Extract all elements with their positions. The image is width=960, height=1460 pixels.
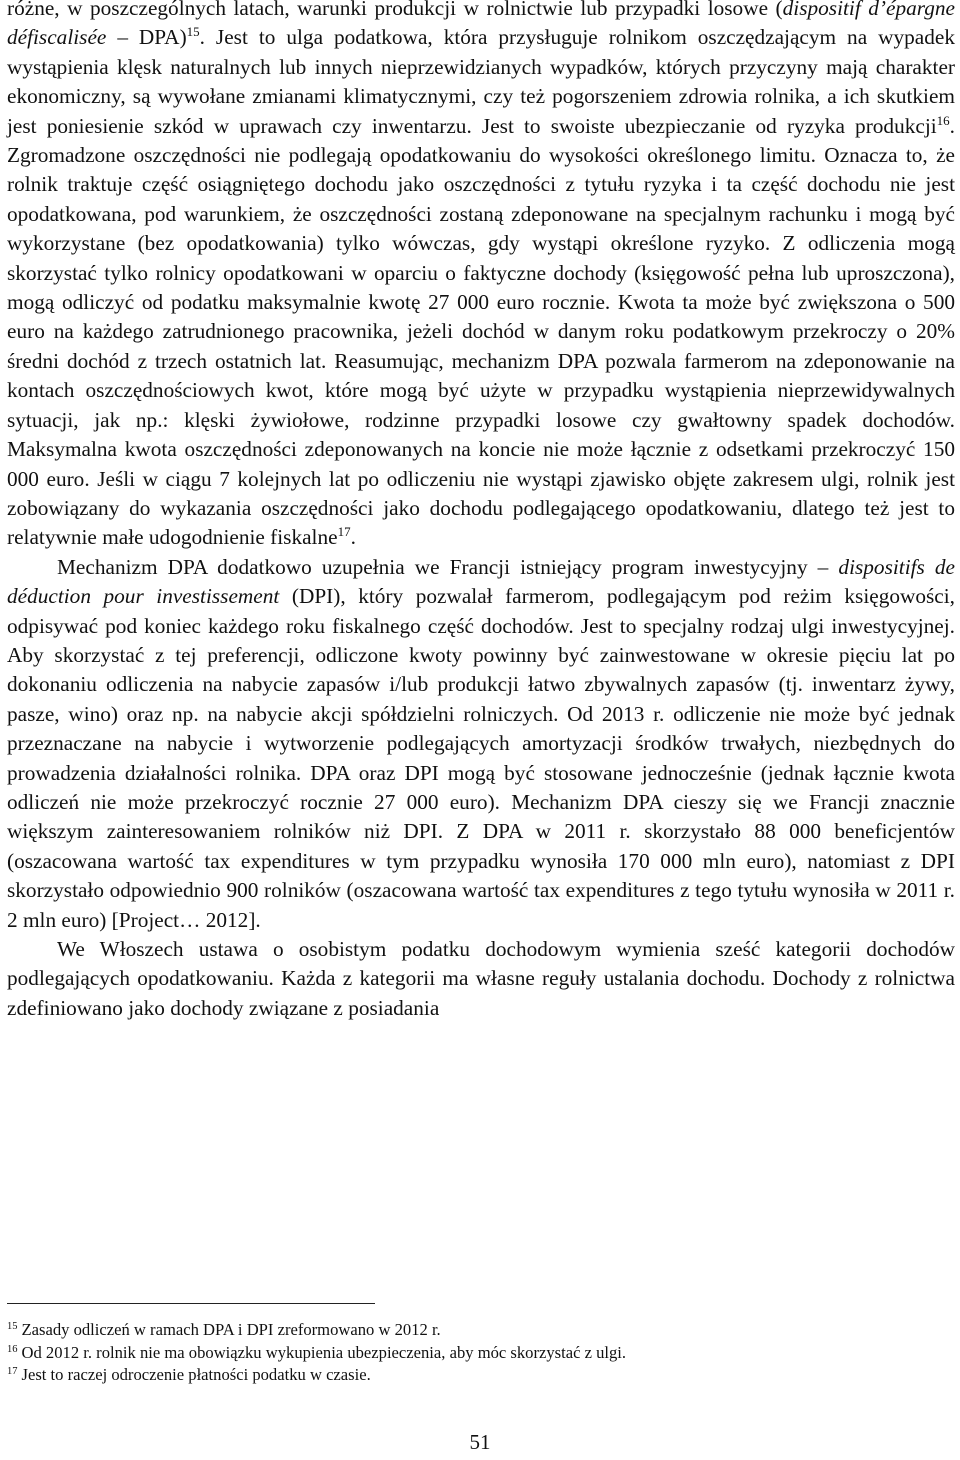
italic-term-dpi: dispositifs de déduction pour investissement: [7, 554, 956, 609]
footnote-number: 17: [7, 1366, 18, 1377]
text-run: .: [350, 525, 356, 550]
footnote-text: Od 2012 r. rolnik nie ma obowiązku wykupienia ubezpieczenia, aby móc skorzystać z ulgi.: [21, 1342, 627, 1362]
page-body: [7, 0, 955, 1023]
footnote-separator: [7, 1303, 375, 1304]
footnote-15: [7, 1319, 955, 1342]
footnote-17: [7, 1364, 955, 1387]
text-run: We Włoszech ustawa o osobistym podatku dochodowym wymienia sześć kategorii dochodów podlegających opodatkowaniu. Każda z kategorii ma własne reguły ustalania dochodu. Dochody z rolnictwa zdefiniowano jako dochody związane z posiadania: [7, 937, 955, 1020]
footnote-ref-17[interactable]: 17: [337, 524, 351, 540]
footnote-ref-16[interactable]: 16: [936, 112, 950, 128]
footnote-text: Jest to raczej odroczenie płatności podatku w czasie.: [21, 1365, 371, 1384]
paragraph-dpa: [7, 0, 955, 553]
text-run: Mechanizm DPA dodatkowo uzupełnia we Francji istniejący program inwestycyjny –: [57, 554, 839, 579]
footnote-16: [7, 1342, 955, 1365]
footnote-text: Zasady odliczeń w ramach DPA i DPI zreformowano w 2012 r.: [21, 1320, 441, 1339]
footnote-ref-15[interactable]: 15: [186, 24, 200, 40]
text-run: (DPI), który pozwalał farmerom, podlegającym pod reżim księgowości, odpisywać pod koniec każdego roku fiskalnego część dochodów. Jest to specjalny rodzaj ulgi inwestycyjnej. Aby skorzystać z tej preferencji, odliczone kwoty powinny być zainwestowane w okresie pięciu lat po dokonaniu odliczenia na nabycie zapasów i/lub produkcji łatwo zbywalnych zapasów (tj. inwentarz żywy, pasze, wino) oraz np. na nabycie akcji spółdzielni rolniczych. Od 2013 r. odliczenie nie może być jednak przeznaczane na nabycie i wytworzenie podlegających amortyzacji środków trwałych, niezbędnych do prowadzenia działalności rolnika. DPA oraz DPI mogą być stosowane jednocześnie (jednak łącznie kwota odliczeń nie może przekroczyć rocznie 27 000 euro). Mechanizm DPA cieszy się we Francji znacznie większym zainteresowaniem rolników niż DPI. Z DPA w 2011 r. skorzystało 88 000 beneficjentów (oszacowana wartość tax expenditures w tym przypadku wynosiła 170 000 mln euro), natomiast z DPI skorzystało odpowiednio 900 rolników (oszacowana wartość tax expenditures z tego tytułu wynosiła w 2011 r. 2 mln euro) [Project… 2012].: [7, 584, 956, 932]
text-run: . Jest to ulga podatkowa, która przysługuje rolnikom oszczędzającym na wypadek wystąpienia klęsk naturalnych lub innych nieprzewidzianych wypadków, których przyczyny mają charakter ekonomiczny, są wywołane zmianami klimatycznymi, czy też pogorszeniem zdrowia rolnika, a ich skutkiem jest poniesienie szkód w uprawach czy inwentarzu. Jest to swoiste ubezpieczanie od ryzyka produkcji: [7, 25, 955, 138]
text-run: różne, w poszczególnych latach, warunki produkcji w rolnictwie lub przypadki losowe (: [7, 0, 783, 20]
text-run: . Zgromadzone oszczędności nie podlegają opodatkowaniu do wysokości określonego limitu. Oznacza to, że rolnik traktuje część osiągniętego dochodu jako oszczędności z tytułu ryzyka i ta część dochodu nie jest opodatkowana, pod warunkiem, że oszczędności zostaną zdeponowane na specjalnym rachunku i mogą być wykorzystane (bez opodatkowania) tylko wówczas, gdy wystąpi określone ryzyko. Z odliczenia mogą skorzystać tylko rolnicy opodatkowani w oparciu o faktyczne dochody (księgowość pełna lub uproszczona), mogą odliczyć od podatku maksymalnie kwotę 27 000 euro rocznie. Kwota ta może być zwiększona o 500 euro na każdego zatrudnionego pracownika, jeżeli dochód w danym roku podatkowym przekroczy o 20% średni dochód z trzech ostatnich lat. Reasumując, mechanizm DPA pozwala farmerom na zdeponowanie na kontach oszczędnościowych kwot, które mogą być użyte w przypadku wystąpienia nieprzewidywalnych sytuacji, jak np.: klęski żywiołowe, rodzinne przypadki losowe czy gwałtowny spadek dochodów. Maksymalna kwota oszczędności zdeponowanych na koncie nie może łącznie z odsetkami przekroczyć 150 000 euro. Jeśli w ciągu 7 kolejnych lat po odliczeniu nie wystąpi zjawisko objęte zakresem ulgi, rolnik jest zobowiązany do wykazania oszczędności jako dochodu podlegającego opodatkowaniu, dlatego też jest to relatywnie małe udogodnienie fiskalne: [7, 113, 955, 550]
paragraph-italy: [7, 935, 955, 1023]
italic-term-dpa: dispositif d’épargne défiscalisée: [7, 0, 955, 50]
footnote-number: 15: [7, 1321, 18, 1332]
text-run: – DPA): [106, 25, 187, 50]
footnotes: [7, 1319, 955, 1387]
page-number: 51: [469, 1430, 491, 1454]
paragraph-dpi: [7, 553, 955, 935]
footnote-number: 16: [7, 1343, 18, 1355]
